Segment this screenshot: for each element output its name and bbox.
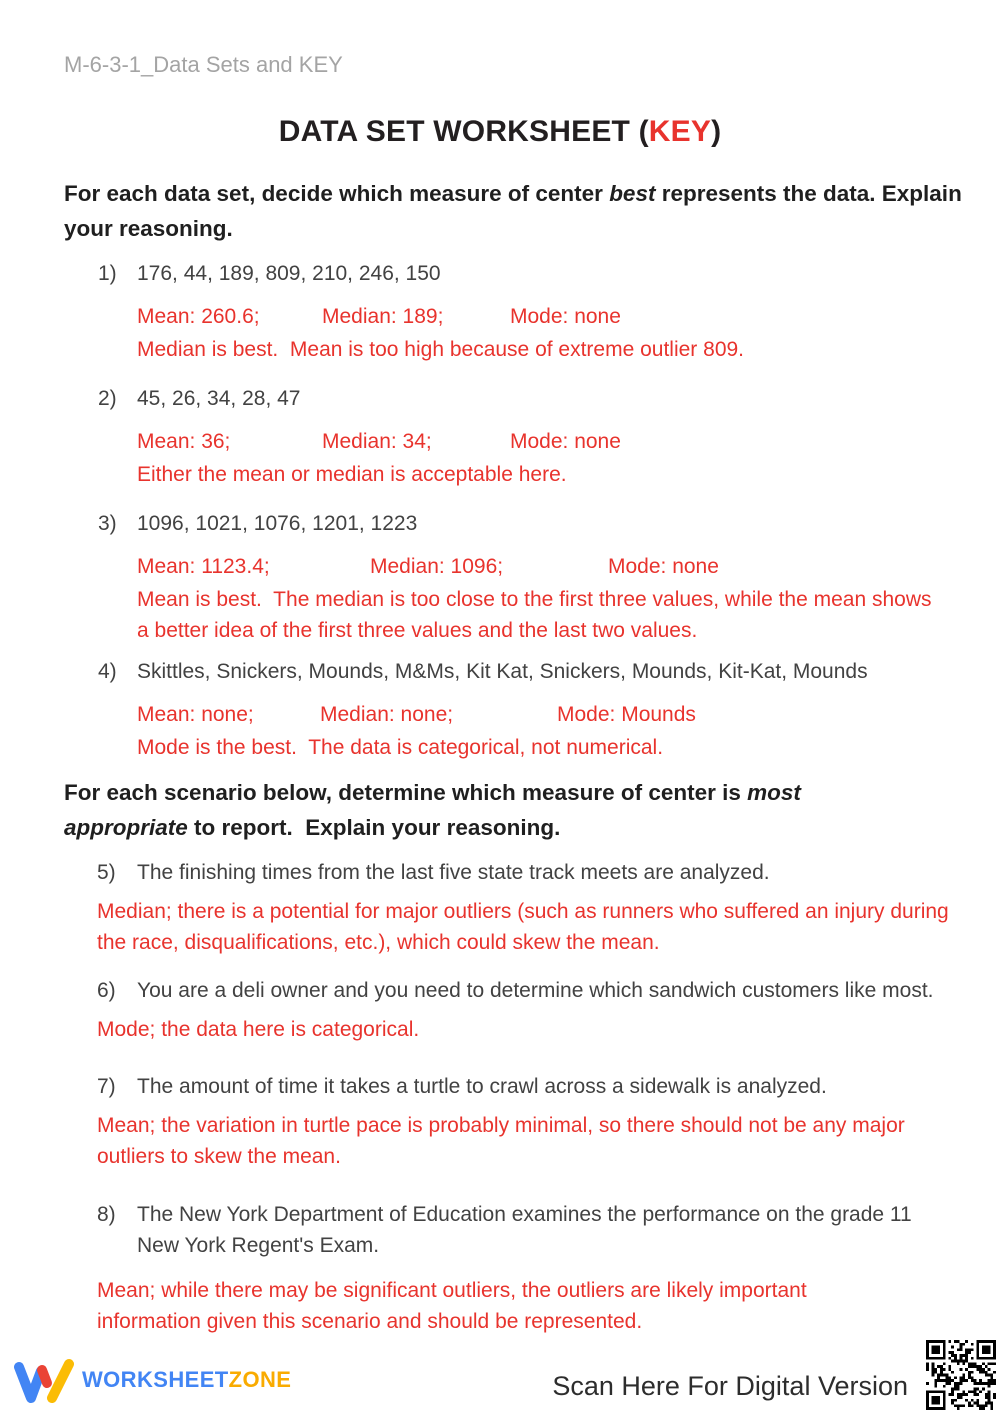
worksheetzone-logo-icon (14, 1356, 74, 1404)
scan-here-label: Scan Here For Digital Version (552, 1371, 908, 1401)
mode-value: Mode: none (608, 555, 719, 578)
median-value: Median: 34; (322, 430, 432, 453)
question-3-reasoning: Mean is best. The median is too close to the first three values, while the mean shows a better idea of the first three values and the last two values. (137, 588, 932, 642)
question-8-prompt: The New York Department of Education examines the performance on the grade 11 New York Regent's Exam. (137, 1203, 912, 1257)
question-7-answer: Mean; the variation in turtle pace is probably minimal, so there should not be any major outliers to skew the mean. (97, 1114, 905, 1168)
worksheetzone-logo (14, 1356, 291, 1404)
document-filename: M-6-3-1_Data Sets and KEY (64, 52, 343, 77)
question-1 (98, 258, 1000, 365)
question-6-prompt: You are a deli owner and you need to determine which sandwich customers like most. (137, 979, 934, 1002)
title-text: DATA SET WORKSHEET ( (278, 115, 649, 148)
question-4-reasoning: Mode is the best. The data is categorical, not numerical. (137, 736, 664, 759)
question-8-number: 8) (97, 1203, 116, 1226)
title-key-highlight: KEY (648, 115, 712, 148)
question-2-reasoning: Either the mean or median is acceptable here. (137, 463, 567, 486)
question-1-number: 1) (98, 262, 117, 285)
section1-instructions: For each data set, decide which measure of center best represents the data. Explain your reasoning. (64, 181, 962, 241)
question-5 (97, 857, 1000, 958)
question-5-prompt: The finishing times from the last five state track meets are analyzed. (137, 861, 770, 884)
question-3-stats (137, 551, 1000, 582)
mode-value: Mode: Mounds (557, 703, 696, 726)
question-1-reasoning: Median is best. Mean is too high because of extreme outlier 809. (137, 338, 745, 361)
median-value: Median: 1096; (370, 555, 504, 578)
question-3 (98, 508, 1000, 646)
question-4 (98, 656, 1000, 763)
question-7-number: 7) (97, 1075, 116, 1098)
question-5-number: 5) (97, 861, 116, 884)
question-2-number: 2) (98, 387, 117, 410)
mode-value: Mode: none (510, 430, 621, 453)
question-3-prompt: 1096, 1021, 1076, 1201, 1223 (137, 512, 418, 535)
mode-value: Mode: none (510, 305, 621, 328)
question-4-stats (137, 699, 1000, 730)
mean-value: Mean: none; (137, 703, 254, 726)
mean-value: Mean: 260.6; (137, 305, 260, 328)
question-7 (97, 1071, 1000, 1172)
qr-code-image (926, 1340, 996, 1410)
question-8-answer: Mean; while there may be significant outliers, the outliers are likely important information given this scenario and should be represented. (97, 1279, 807, 1333)
question-8 (97, 1199, 1000, 1337)
page-title (0, 114, 1000, 150)
question-7-prompt: The amount of time it takes a turtle to crawl across a sidewalk is analyzed. (137, 1075, 827, 1098)
page-footer (0, 1336, 1000, 1414)
question-2-prompt: 45, 26, 34, 28, 47 (137, 387, 301, 410)
section2-instructions: For each scenario below, determine which measure of center is most appropriate to report. Explain your reasoning. (64, 780, 801, 840)
question-1-stats (137, 301, 1000, 332)
qr-code (926, 1340, 996, 1410)
question-6 (97, 975, 1000, 1045)
median-value: Median: 189; (322, 305, 444, 328)
question-3-number: 3) (98, 512, 117, 535)
question-6-answer: Mode; the data here is categorical. (97, 1018, 420, 1041)
title-close-paren: ) (711, 115, 722, 148)
question-4-prompt: Skittles, Snickers, Mounds, M&Ms, Kit Kat, Snickers, Mounds, Kit-Kat, Mounds (137, 660, 868, 683)
worksheetzone-wordmark: WORKSHEETZONE (82, 1367, 292, 1392)
mean-value: Mean: 36; (137, 430, 231, 453)
question-1-prompt: 176, 44, 189, 809, 210, 246, 150 (137, 262, 441, 285)
question-6-number: 6) (97, 979, 116, 1002)
question-4-number: 4) (98, 660, 117, 683)
question-2 (98, 383, 1000, 490)
median-value: Median: none; (320, 703, 454, 726)
mean-value: Mean: 1123.4; (137, 555, 270, 578)
question-5-answer: Median; there is a potential for major outliers (such as runners who suffered an injury during the race, disqualifications, etc.), which could skew the mean. (97, 900, 949, 954)
question-2-stats (137, 426, 1000, 457)
